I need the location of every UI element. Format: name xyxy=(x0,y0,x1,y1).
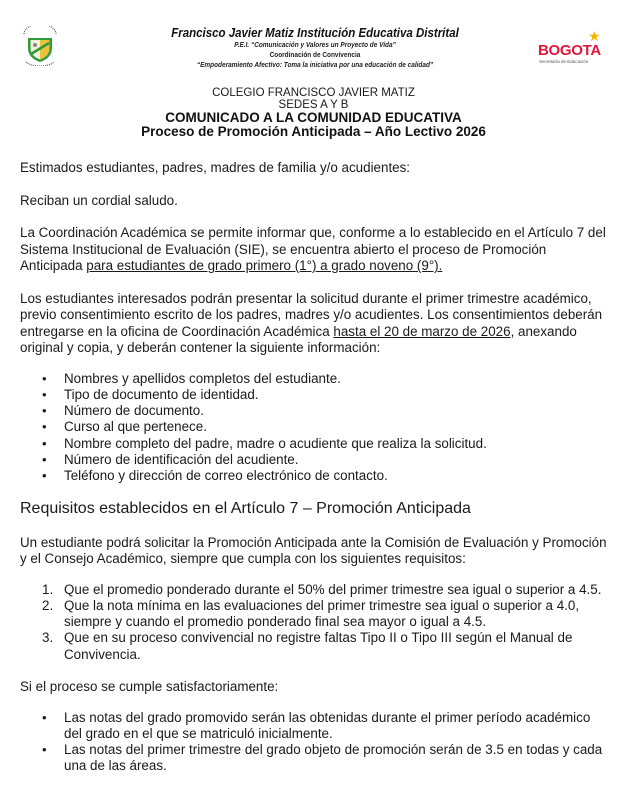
page-title: COMUNICADO A LA COMUNIDAD EDUCATIVA xyxy=(165,110,462,125)
department-line: Coordinación de Convivencia xyxy=(269,50,361,59)
requirements-intro: Un estudiante podrá solicitar la Promoción Anticipada ante la Comisión de Evaluación y Promoción y el Consejo Académico, siempre que cumpla con los siguientes requisitos: xyxy=(20,534,607,567)
list-item: • Nombres y apellidos completos del estudiante. xyxy=(42,371,610,387)
list-item: • Las notas del grado promovido serán las obtenidas durante el primer período académico del grado en el que se matriculó inicialmente. xyxy=(42,710,610,743)
school-crest-logo xyxy=(20,26,60,66)
greeting: Estimados estudiantes, padres, madres de familia y/o acudientes: xyxy=(20,160,411,175)
list-item: 1. Que el promedio ponderado durante el 50% del primer trimestre sea igual o superior a 4.5. xyxy=(42,581,602,597)
list-item: • Teléfono y dirección de correo electrónico de contacto. xyxy=(42,468,610,484)
list-item: 2. Que la nota mínima en las evaluaciones del primer trimestre sea igual o superior a 4.0, siempre y cuando el promedio ponderado final sea mayor o igual a 4.5. xyxy=(42,597,580,630)
requirements-list xyxy=(20,582,610,663)
list-item: • Número de identificación del acudiente. xyxy=(42,452,610,468)
outcome-intro: Si el proceso se cumple satisfactoriamente: xyxy=(20,679,279,695)
list-item: • Curso al que pertenece. xyxy=(42,419,610,435)
star-icon: ★ xyxy=(588,28,601,44)
list-item: • Tipo de documento de identidad. xyxy=(42,387,610,403)
outcomes-list xyxy=(20,710,610,775)
school-name: COLEGIO FRANCISCO JAVIER MATIZ xyxy=(212,87,415,99)
pei-line: P.E.I. “Comunicación y Valores un Proyecto de Vida” xyxy=(234,40,396,49)
bogota-subtitle: Secretaría de Educación xyxy=(539,59,589,64)
list-item: • Número de documento. xyxy=(42,403,610,419)
required-info-list xyxy=(20,371,610,485)
institution-name: Francisco Javier Matiz Institución Educativa Distrital xyxy=(171,26,459,40)
deadline-underlined: hasta el 20 de marzo de 2026 xyxy=(333,323,511,339)
salutation: Reciban un cordial saludo. xyxy=(20,192,178,208)
bogota-wordmark: BOGOTA xyxy=(538,42,601,59)
application-paragraph: Los estudiantes interesados podrán presentar la solicitud durante el primer trimestre académico, previo consentimiento escrito de los padres, madres y/o acudientes. Los consentimientos deberán entregarse en la oficina de Coordinación Académica hasta el 20 de marzo de 2026, anexando original y copia, y deberán contener la siguiente información: xyxy=(20,290,603,355)
sedes-line: SEDES A Y B xyxy=(278,99,349,111)
list-item: • Las notas del primer trimestre del grado objeto de promoción serán de 3.5 en todas y cada una de las áreas. xyxy=(42,742,610,775)
document-body xyxy=(20,160,610,775)
motto-line: “Empoderamiento Afectivo: Toma la iniciativa por una educación de calidad” xyxy=(196,60,434,69)
requirements-heading: Requisitos establecidos en el Artículo 7 – Promoción Anticipada xyxy=(20,499,471,517)
document-header xyxy=(0,0,627,80)
institution-header-text xyxy=(150,26,480,70)
list-item: 3. Que en su proceso convivencial no registre faltas Tipo II o Tipo III según el Manual de Convivencia. xyxy=(42,630,573,662)
grade-range-underlined: para estudiantes de grado primero (1°) a grado noveno (9°). xyxy=(86,258,443,273)
list-item: • Nombre completo del padre, madre o acudiente que realiza la solicitud. xyxy=(42,436,610,452)
document-titles xyxy=(0,87,627,139)
bogota-logo xyxy=(535,28,610,70)
intro-paragraph: La Coordinación Académica se permite informar que, conforme a lo establecido en el Artículo 7 del Sistema Institucional de Evaluación (SIE), se encuentra abierto el proceso de Promoción Anticipada para estudiantes de grado primero (1°) a grado noveno (9°). xyxy=(20,225,606,273)
page-subtitle: Proceso de Promoción Anticipada – Año Lectivo 2026 xyxy=(141,124,486,139)
shield-icon xyxy=(20,26,60,66)
